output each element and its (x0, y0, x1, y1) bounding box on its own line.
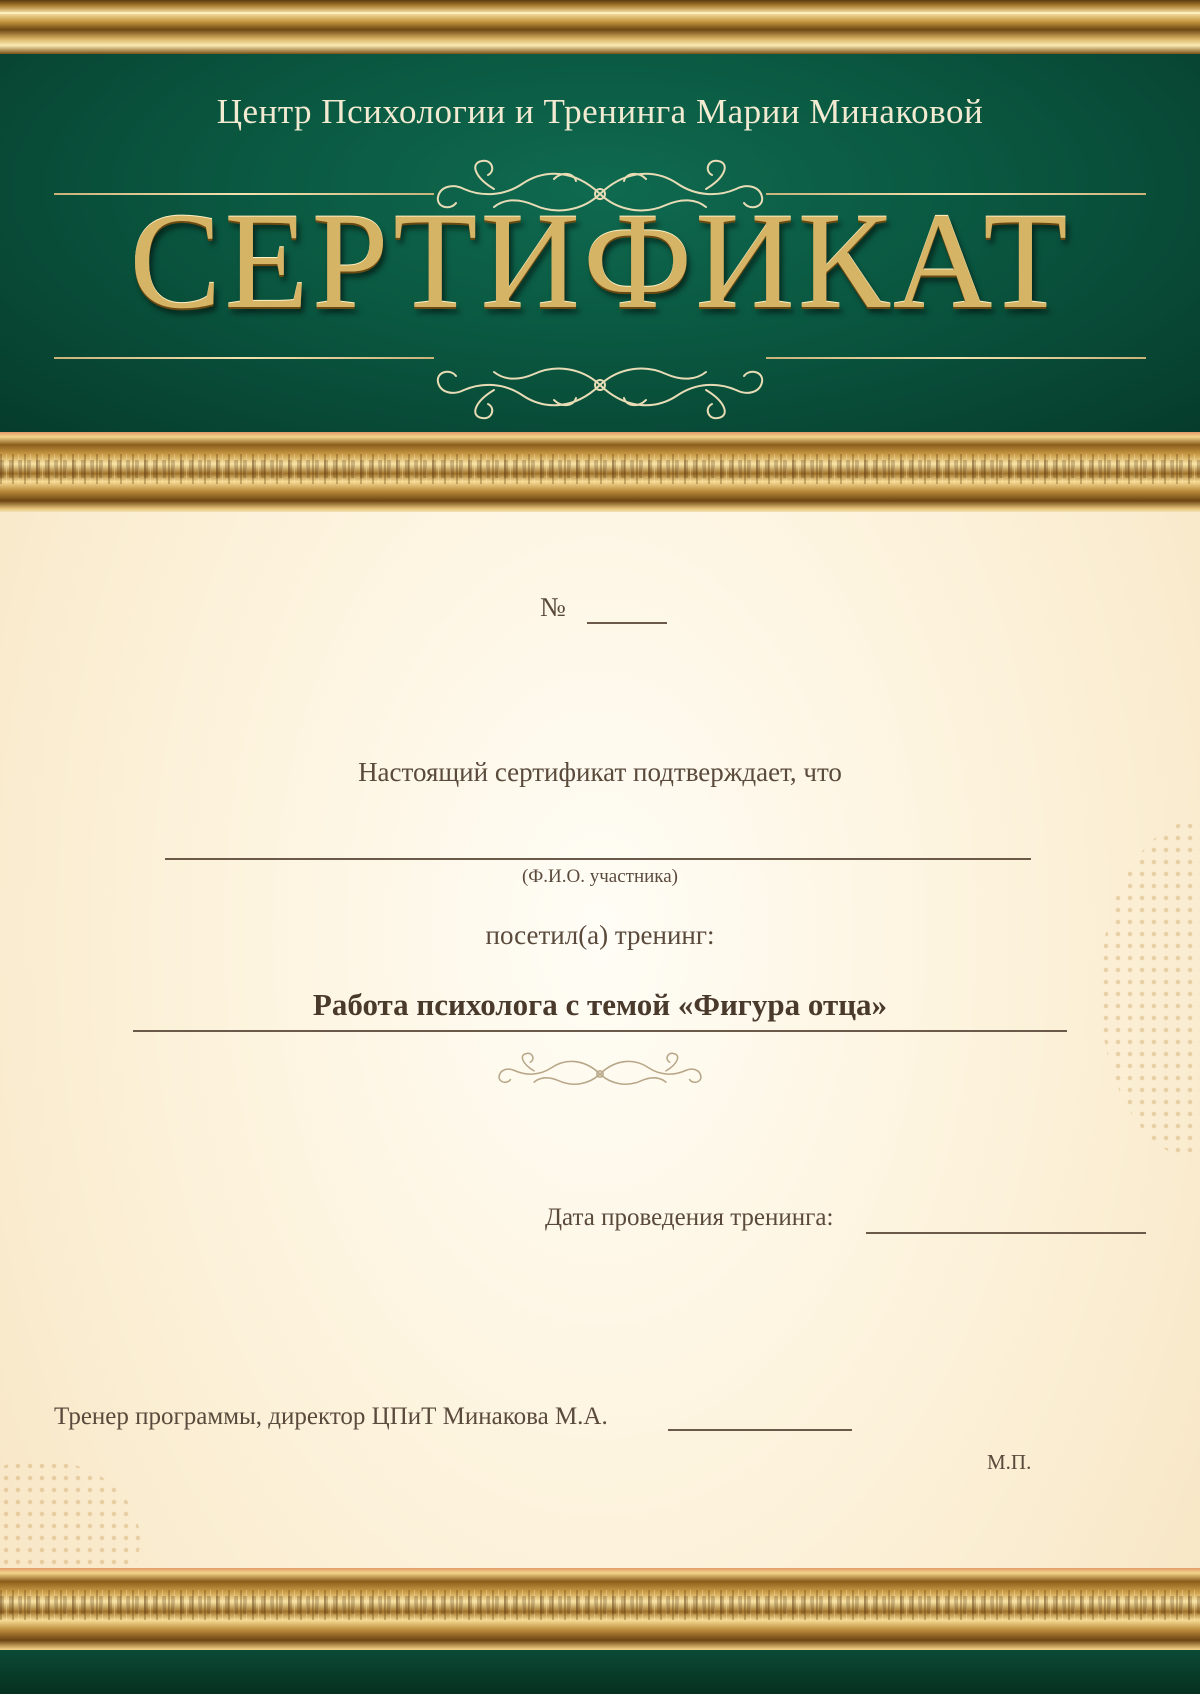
date-line (866, 1232, 1146, 1234)
bottom-divider-left (54, 357, 434, 359)
footer-green-strip (0, 1650, 1200, 1694)
top-gold-border (0, 0, 1200, 54)
attended-text: посетил(а) тренинг: (485, 920, 715, 950)
participant-name-caption: (Ф.И.О. участника) (521, 866, 679, 887)
date-label: Дата проведения тренинга: (545, 1204, 834, 1231)
header-gold-band (0, 432, 1200, 512)
training-title: Работа психолога с темой «Фигура отца» (312, 987, 888, 1022)
number-line (587, 622, 667, 624)
ornamental-flourish-icon (455, 1046, 745, 1102)
number-field (540, 592, 566, 623)
ornamental-flourish-icon (434, 340, 766, 430)
organization-title: Центр Психологии и Тренинга Марии Минаковой (216, 92, 984, 131)
bottom-divider-right (766, 357, 1146, 359)
number-label: № (540, 592, 566, 622)
confirm-text: Настоящий сертификат подтверждает, что (358, 757, 842, 787)
certificate-title: СЕРТИФИКАТ (129, 184, 1071, 337)
header-banner (0, 54, 1200, 437)
signature-line (668, 1429, 852, 1431)
trainer-label: Тренер программы, директор ЦПиТ Минакова М.А. (54, 1403, 608, 1430)
seal-label: М.П. (987, 1450, 1032, 1474)
training-title-line (133, 1030, 1067, 1032)
participant-name-line (165, 858, 1031, 860)
footer-gold-band (0, 1568, 1200, 1652)
